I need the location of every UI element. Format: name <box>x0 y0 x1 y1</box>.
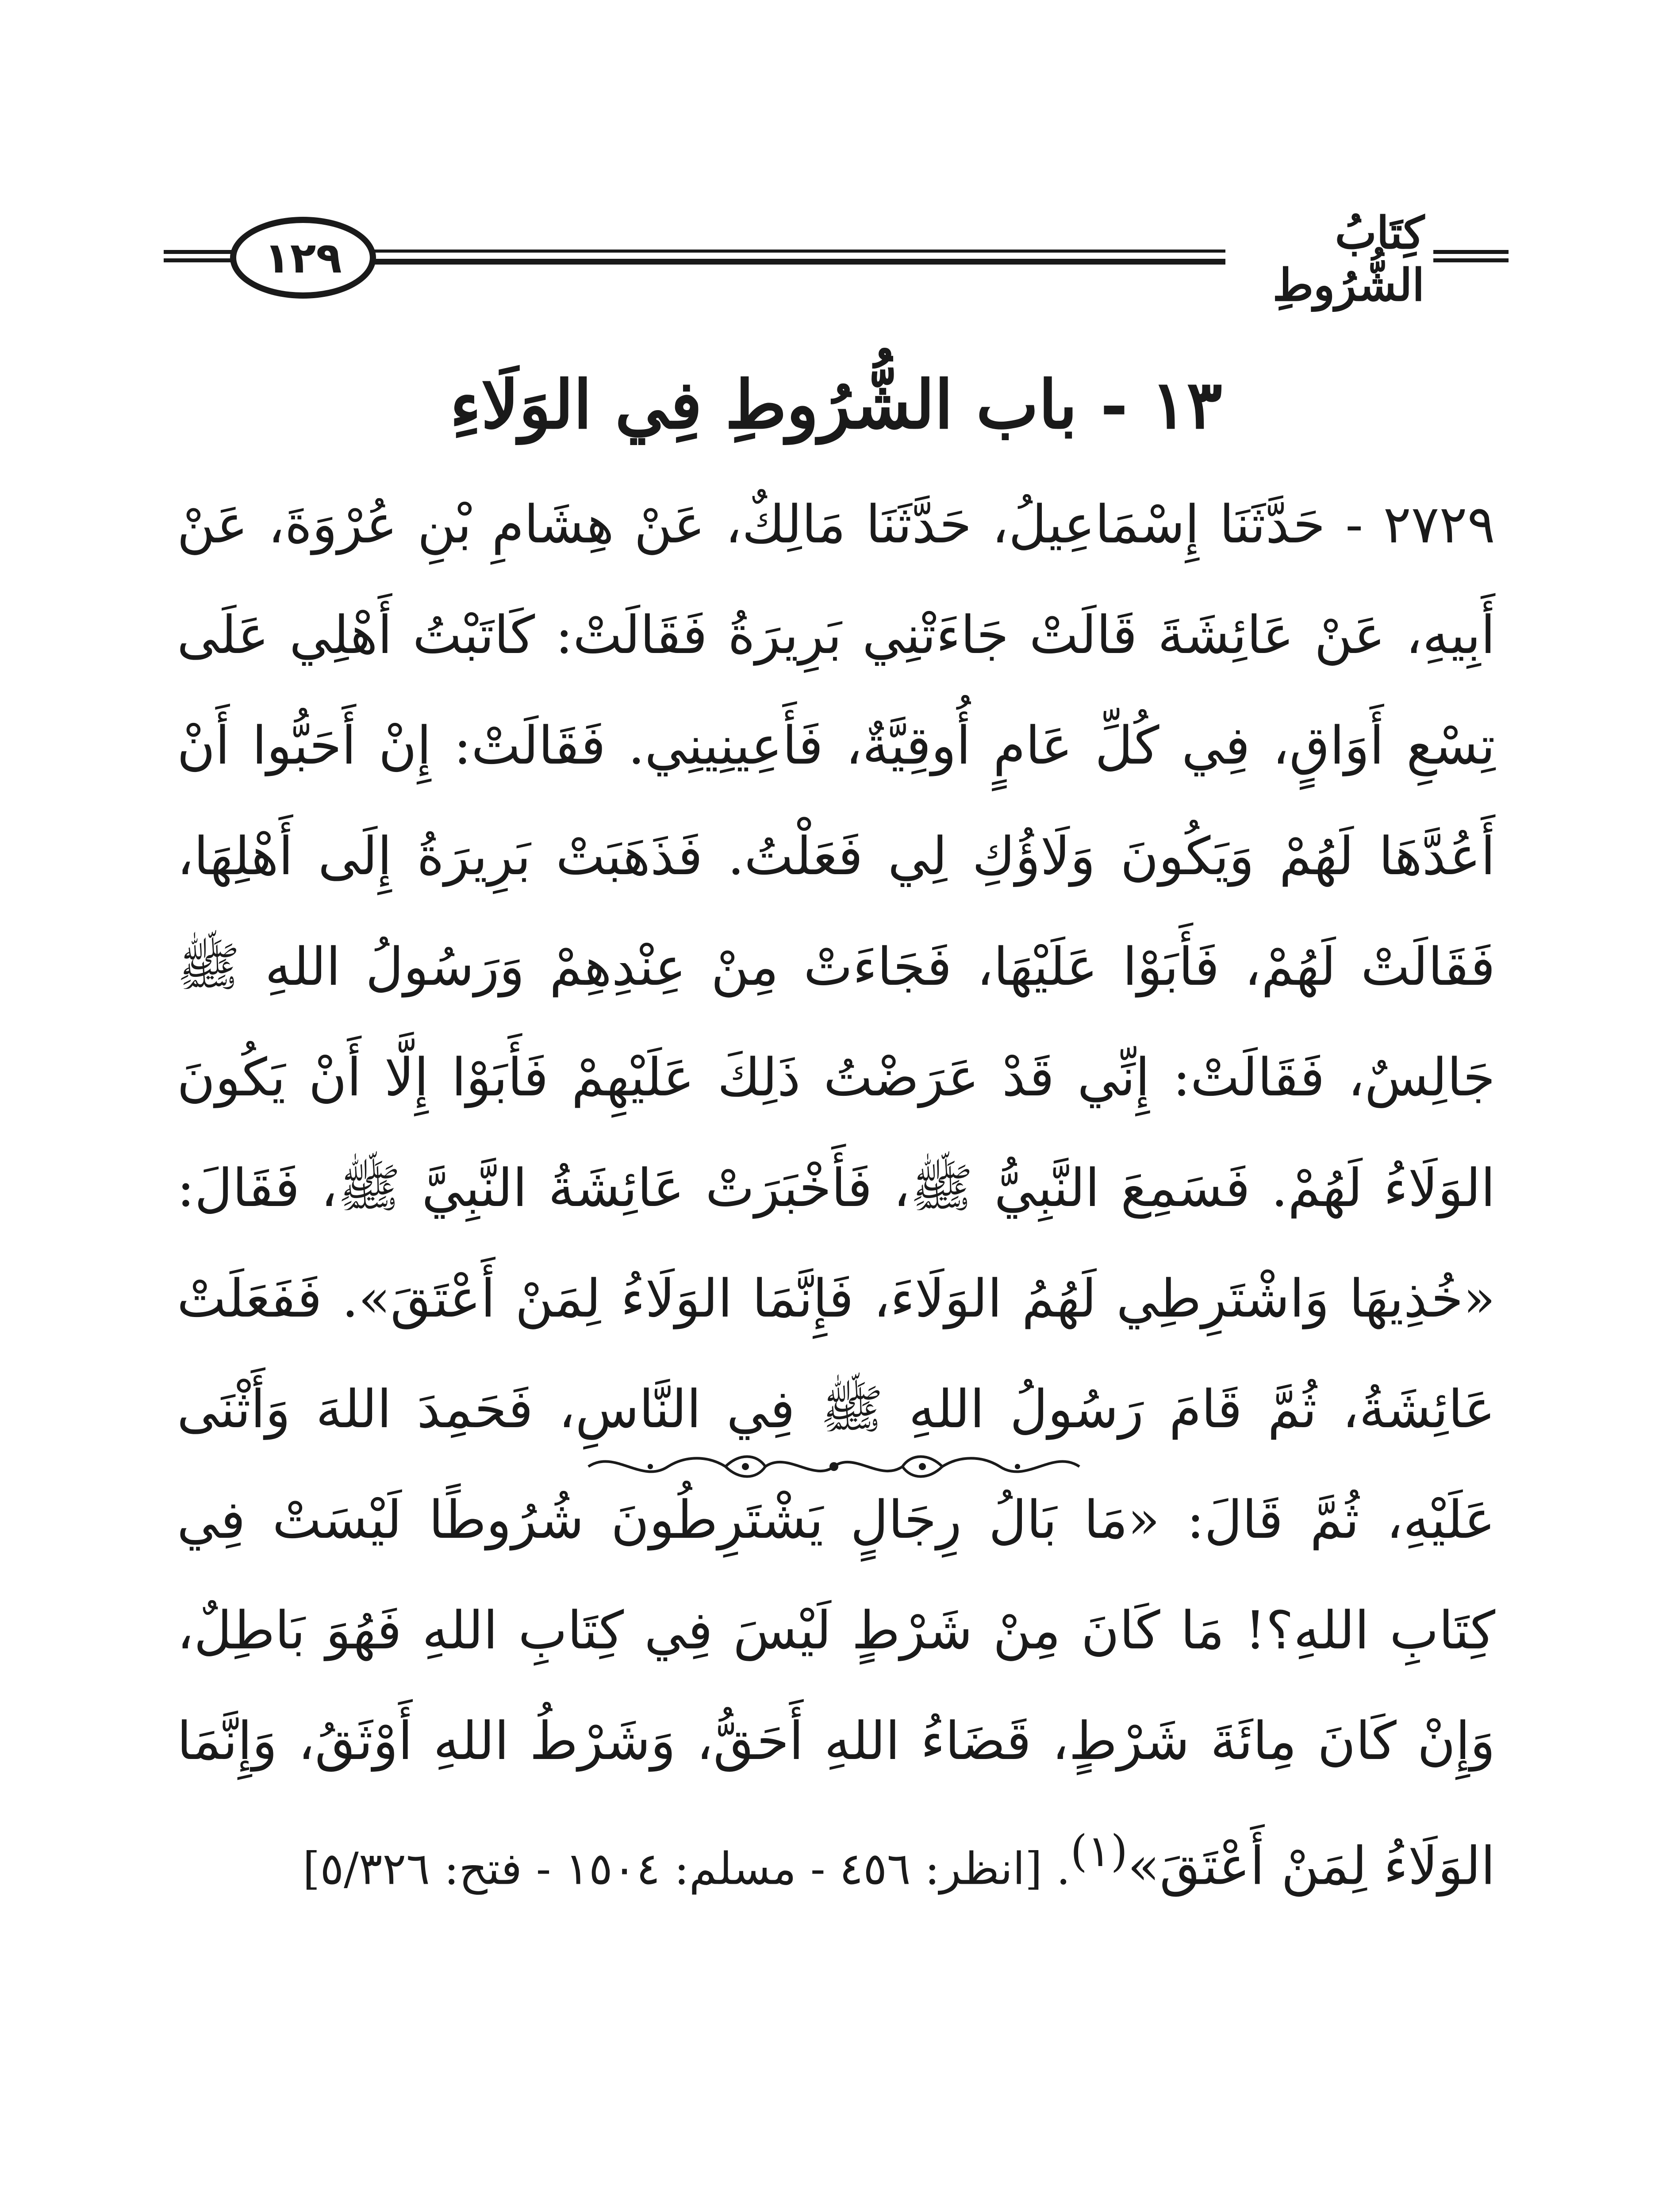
ornament-divider-icon <box>580 1447 1088 1486</box>
running-title: كِتَابُ الشُّرُوطِ <box>1272 207 1424 311</box>
running-header <box>164 207 1509 311</box>
hadith-text: ٢٧٢٩ - حَدَّثَنَا إِسْمَاعِيلُ، حَدَّثَنَا مَالِكٌ، عَنْ هِشَامِ بْنِ عُرْوَةَ، عَنْ أَبِيهِ، عَنْ عَائِشَةَ قَالَتْ جَاءَتْنِي بَرِيرَةُ فَقَالَتْ: كَاتَبْتُ أَهْلِي عَلَى تِسْعِ أَوَاقٍ، فِي كُلِّ عَامٍ أُوقِيَّةٌ، فَأَعِينِينِي. فَقَالَتْ: إِنْ أَحَبُّوا أَنْ أَعُدَّهَا لَهُمْ وَيَكُونَ وَلَاؤُكِ لِي فَعَلْتُ. فَذَهَبَتْ بَرِيرَةُ إِلَى أَهْلِهَا، فَقَالَتْ لَهُمْ، فَأَبَوْا عَلَيْهَا، فَجَاءَتْ مِنْ عِنْدِهِمْ وَرَسُولُ اللهِ ﷺ جَالِسٌ، فَقَالَتْ: إِنِّي قَدْ عَرَضْتُ ذَلِكَ عَلَيْهِمْ فَأَبَوْا إِلَّا أَنْ يَكُونَ الوَلَاءُ لَهُمْ. فَسَمِعَ النَّبِيُّ ﷺ، فَأَخْبَرَتْ عَائِشَةُ النَّبِيَّ ﷺ، فَقَالَ: «خُذِيهَا وَاشْتَرِطِي لَهُمُ الوَلَاءَ، فَإِنَّمَا الوَلَاءُ لِمَنْ أَعْتَقَ». فَفَعَلَتْ عَائِشَةُ، ثُمَّ قَامَ رَسُولُ اللهِ ﷺ فِي النَّاسِ، فَحَمِدَ اللهَ وَأَثْنَى عَلَيْهِ، ثُمَّ قَالَ: «مَا بَالُ رِجَالٍ يَشْتَرِطُونَ شُرُوطًا لَيْسَتْ فِي كِتَابِ اللهِ؟! مَا كَانَ مِنْ شَرْطٍ لَيْسَ فِي كِتَابِ اللهِ فَهُوَ بَاطِلٌ، وَإِنْ كَانَ مِائَةَ شَرْطٍ، قَضَاءُ اللهِ أَحَقُّ، وَشَرْطُ اللهِ أَوْثَقُ، وَإِنَّمَا الوَلَاءُ لِمَنْ أَعْتَقَ» <box>177 494 1495 1897</box>
header-rule-left <box>164 250 239 262</box>
hadith-reference: . [انظر: ٤٥٦ - مسلم: ١٥٠٤ - فتح: ٥/٣٢٦] <box>303 1843 1071 1895</box>
hadith-text-block <box>177 469 1495 1924</box>
chapter-heading: ١٣ - باب الشُّرُوطِ فِي الوَلَاءِ <box>450 366 1222 444</box>
page-number: ١٢٩ <box>230 217 376 299</box>
footnote-marker: (١) <box>1070 1826 1128 1877</box>
header-rule-middle <box>372 250 1225 265</box>
header-rule-right <box>1433 250 1509 262</box>
